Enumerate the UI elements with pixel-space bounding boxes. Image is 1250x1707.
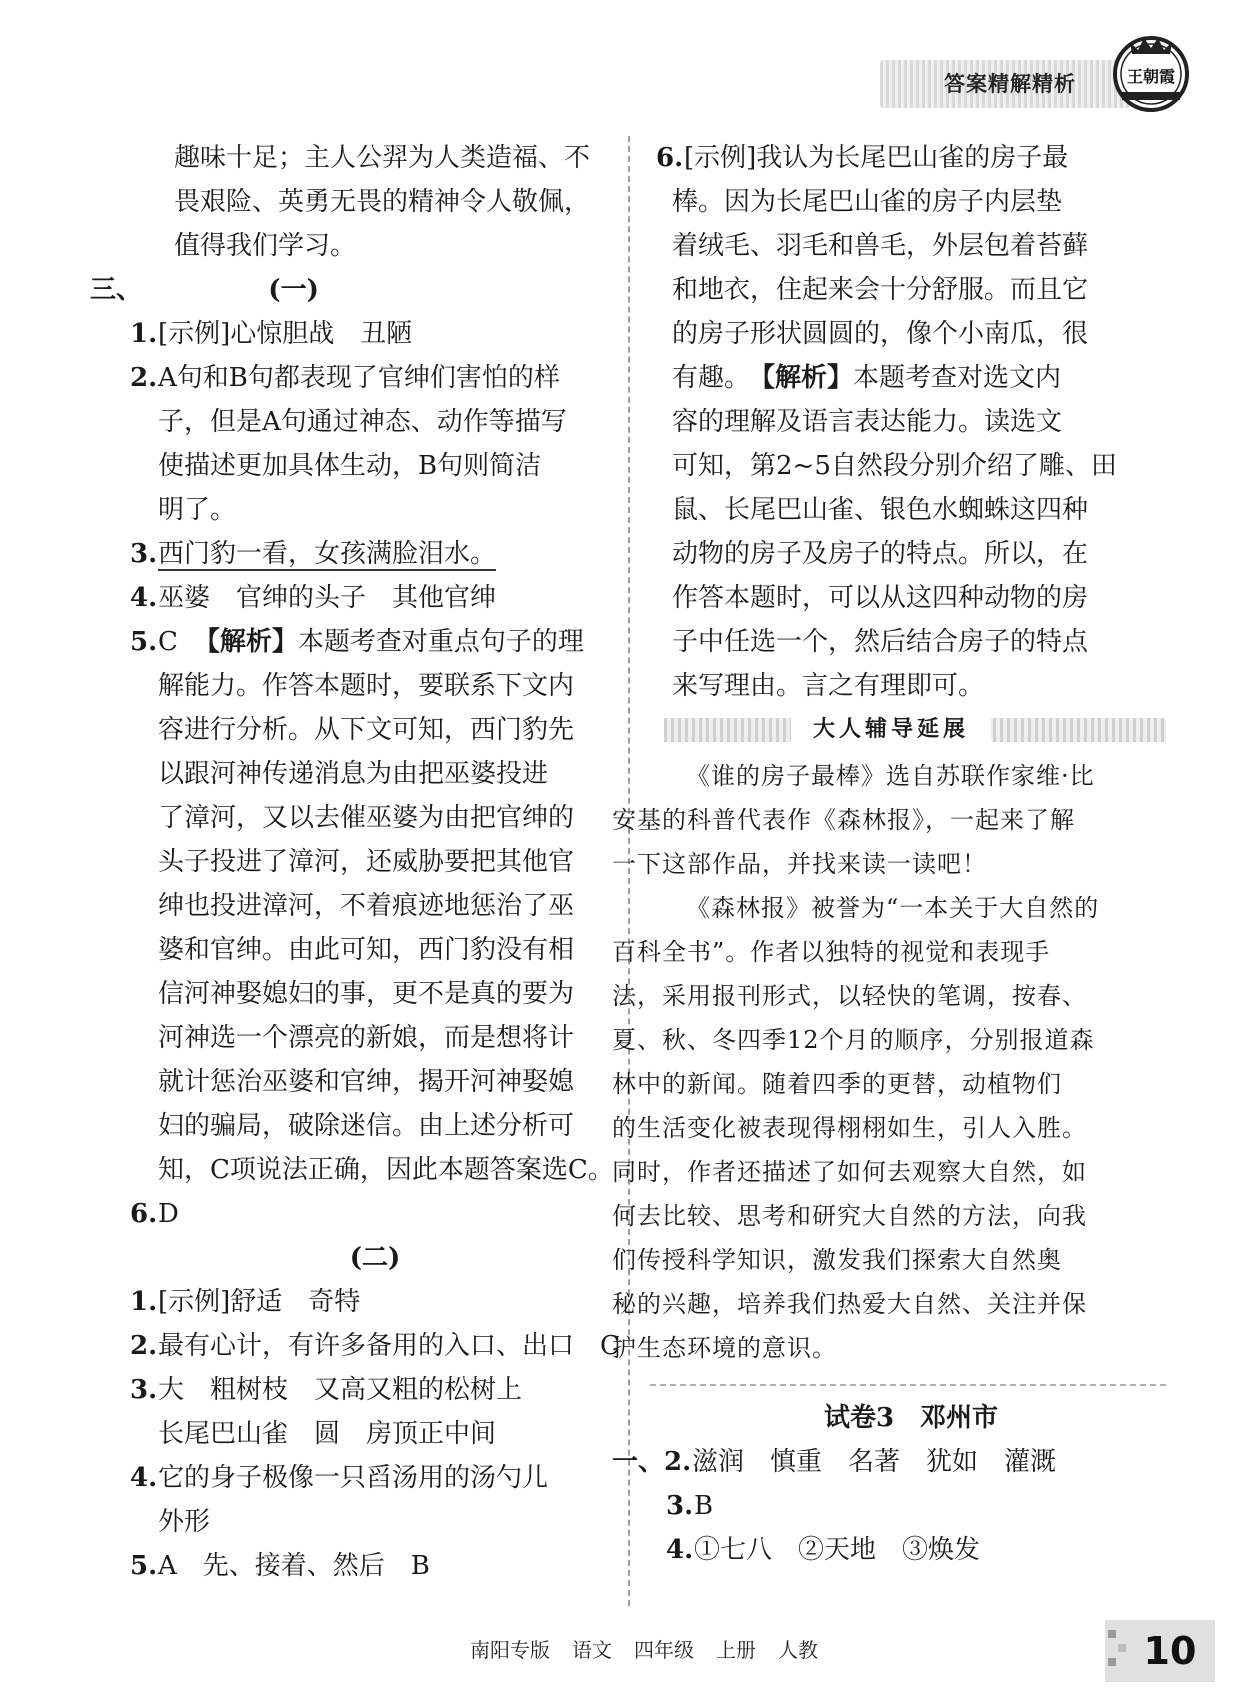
left-column	[90, 136, 620, 1588]
item-number: 4.	[130, 583, 158, 613]
text-line: 安基的科普代表作《森林报》，一起来了解	[612, 806, 1075, 834]
text-line: 值得我们学习。	[174, 231, 357, 261]
text-line: 来写理由。言之有理即可。	[672, 671, 985, 701]
answer-item	[90, 532, 620, 576]
text-line: 们传授科学知识，激发我们探索大自然奥	[612, 1246, 1062, 1274]
text-line: 妇的骗局，破除迷信。由上述分析可	[158, 1111, 575, 1141]
text-line: 明了。	[158, 495, 237, 525]
text-line: 解能力。作答本题时，要联系下文内	[158, 671, 575, 701]
answer-text: 西门豹一看，女孩满脸泪水。	[158, 539, 497, 569]
answer-item	[612, 1440, 1166, 1484]
footer-edition: 南阳专版	[470, 1638, 550, 1662]
text-line: 何去比较、思考和研究大自然的方法，向我	[612, 1202, 1087, 1230]
answer-text: 本题考查对重点句子的理	[297, 627, 584, 657]
page-number: 10	[1143, 1629, 1197, 1673]
answer-item	[656, 136, 1166, 180]
item-number: 4.	[130, 1463, 158, 1493]
answer-item	[90, 1456, 620, 1500]
answer-item	[90, 1324, 620, 1368]
footer-subject: 语文	[572, 1638, 612, 1662]
text-line: 信河神娶媳妇的事，更不是真的要为	[158, 979, 575, 1009]
text-line: 头子投进了漳河，还威胁要把其他官	[158, 847, 575, 877]
brand-logo	[1108, 28, 1194, 114]
text-line: 畏艰险、英勇无畏的精神令人敬佩，	[174, 187, 591, 217]
answer-text: ①七八 ②天地 ③焕发	[694, 1535, 981, 1565]
answer-text: [示例]心惊胆战 丑陋	[158, 319, 413, 349]
answer-text: A 先、接着、然后 B	[158, 1551, 430, 1581]
footer-volume: 上册	[716, 1638, 756, 1662]
item-number: 5.	[130, 627, 158, 657]
answer-item	[90, 1544, 620, 1588]
test-paper-title: 试卷3 邓州市	[823, 1403, 999, 1433]
item-number: 3.	[130, 539, 158, 569]
text-line: 容进行分析。从下文可知，西门豹先	[158, 715, 575, 745]
answer-text: A句和B句都表现了官绅们害怕的样	[158, 363, 560, 393]
section-label: 一、	[612, 1447, 665, 1477]
item-number: 1.	[130, 319, 158, 349]
footer-grade: 四年级	[634, 1638, 694, 1662]
text-line: 的生活变化被表现得栩栩如生，引人入胜。	[612, 1114, 1087, 1142]
answer-text: 它的身子极像一只舀汤用的汤勺儿	[158, 1463, 549, 1493]
answer-item	[90, 576, 620, 620]
subsection-2-title: (二)	[349, 1243, 401, 1273]
logo-text: 王朝霞	[1126, 67, 1176, 86]
text-line: 夏、秋、冬四季12个月的顺序，分别报道森	[612, 1026, 1095, 1054]
footer-info	[470, 1630, 890, 1670]
text-line: 可知，第2~5自然段分别介绍了雕、田	[672, 451, 1117, 481]
text-line: 作答本题时，可以从这四种动物的房	[672, 583, 1089, 613]
text-line: 着绒毛、羽毛和兽毛，外层包着苔藓	[672, 231, 1089, 261]
extension-banner	[656, 708, 1166, 752]
text-line: 子，但是A句通过神态、动作等描写	[158, 407, 567, 437]
answer-text: [示例]我认为长尾巴山雀的房子最	[684, 143, 1069, 173]
text-line: 鼠、长尾巴山雀、银色水蜘蛛这四种	[672, 495, 1089, 525]
text-line: 动物的房子及房子的特点。所以，在	[672, 539, 1089, 569]
text-line: 护生态环境的意识。	[612, 1334, 837, 1362]
text-line: 婆和官绅。由此可知，西门豹没有相	[158, 935, 575, 965]
item-number: 6.	[130, 1199, 158, 1229]
extension-paragraph	[612, 754, 1166, 1370]
text-line: 知，C项说法正确，因此本题答案选C。	[158, 1155, 614, 1185]
item-number: 1.	[130, 1287, 158, 1317]
item-number: 6.	[656, 143, 684, 173]
subsection-1-title: (一)	[268, 275, 319, 305]
item-number: 4.	[666, 1535, 694, 1565]
analysis-tag: 【解析】	[762, 363, 854, 393]
text-line: 绅也投进漳河，不着痕迹地惩治了巫	[158, 891, 575, 921]
text-line: 同时，作者还描述了如何去观察大自然，如	[612, 1158, 1087, 1186]
text-line: 棒。因为长尾巴山雀的房子内层垫	[672, 187, 1063, 217]
text-line: 容的理解及语言表达能力。读选文	[672, 407, 1063, 437]
text-line: 和地衣，住起来会十分舒服。而且它	[672, 275, 1089, 305]
answer-item	[90, 1192, 620, 1236]
text-line: 法，采用报刊形式，以轻快的笔调，按春、	[612, 982, 1087, 1010]
right-column	[612, 136, 1166, 1572]
answer-text: [示例]舒适 奇特	[158, 1287, 361, 1317]
text-line: 的房子形状圆圆的，像个小南瓜，很	[672, 319, 1089, 349]
page-decoration	[1108, 1630, 1132, 1670]
analysis-tag: 【解析】	[193, 627, 298, 657]
section-label: 三、	[90, 275, 143, 305]
item-number: 3.	[130, 1375, 158, 1405]
text-line: 一下这部作品，并找来读一读吧！	[612, 850, 987, 878]
text-line: 百科全书”。作者以独特的视觉和表现手	[612, 938, 1051, 966]
answer-item	[90, 312, 620, 356]
answer-text: 滋润 慎重 名著 犹如 灌溉	[692, 1447, 1057, 1477]
answer-item	[90, 1368, 620, 1412]
text-line: 外形	[158, 1507, 211, 1537]
answer-text: 本题考查对选文内	[853, 363, 1062, 393]
answer-text: 最有心计，有许多备用的入口、出口 C	[158, 1331, 620, 1361]
text-line: 了漳河，又以去催巫婆为由把官绅的	[158, 803, 575, 833]
answer-item	[656, 1484, 1166, 1528]
text-line: 长尾巴山雀 圆 房顶正中间	[158, 1419, 497, 1449]
text-line: 河神选一个漂亮的新娘，而是想将计	[158, 1023, 575, 1053]
text-line: 子中任选一个，然后结合房子的特点	[672, 627, 1089, 657]
answer-text: 巫婆 官绅的头子 其他官绅	[158, 583, 497, 613]
text-line: 使描述更加具体生动，B句则简洁	[158, 451, 542, 481]
text-line: 秘的兴趣，培养我们热爱大自然、关注并保	[612, 1290, 1087, 1318]
text-line	[656, 356, 1166, 400]
text-line: 林中的新闻。随着四季的更替，动植物们	[612, 1070, 1062, 1098]
answer-item	[90, 620, 620, 664]
section-heading-3	[90, 268, 620, 312]
answer-text: B	[694, 1491, 714, 1521]
item-number: 3.	[666, 1491, 694, 1521]
item-number: 2.	[130, 363, 158, 393]
answer-text: 有趣。	[672, 363, 751, 393]
item-number: 5.	[130, 1551, 158, 1581]
item-number: 2.	[130, 1331, 158, 1361]
answer-choice: C	[158, 627, 178, 657]
answer-item	[90, 356, 620, 400]
header-title: 答案精解精析	[944, 72, 1076, 96]
answer-item	[90, 1280, 620, 1324]
answer-item	[656, 1528, 1166, 1572]
extension-title: 大人辅导延展	[791, 712, 991, 748]
footer-publisher: 人教	[778, 1638, 818, 1662]
text-line: 《森林报》被誉为“一本关于大自然的	[686, 894, 1100, 922]
text-line: 就计惩治巫婆和官绅，揭开河神娶媳	[158, 1067, 575, 1097]
text-line: 《谁的房子最棒》选自苏联作家维·比	[686, 762, 1095, 790]
answer-text: D	[158, 1199, 179, 1229]
text-line: 趣味十足；主人公羿为人类造福、不	[174, 143, 591, 173]
answer-text: 大 粗树枝 又高又粗的松树上	[158, 1375, 523, 1405]
text-line: 以跟河神传递消息为由把巫婆投进	[158, 759, 549, 789]
item-number: 2.	[664, 1447, 692, 1477]
section-separator	[650, 1384, 1166, 1386]
